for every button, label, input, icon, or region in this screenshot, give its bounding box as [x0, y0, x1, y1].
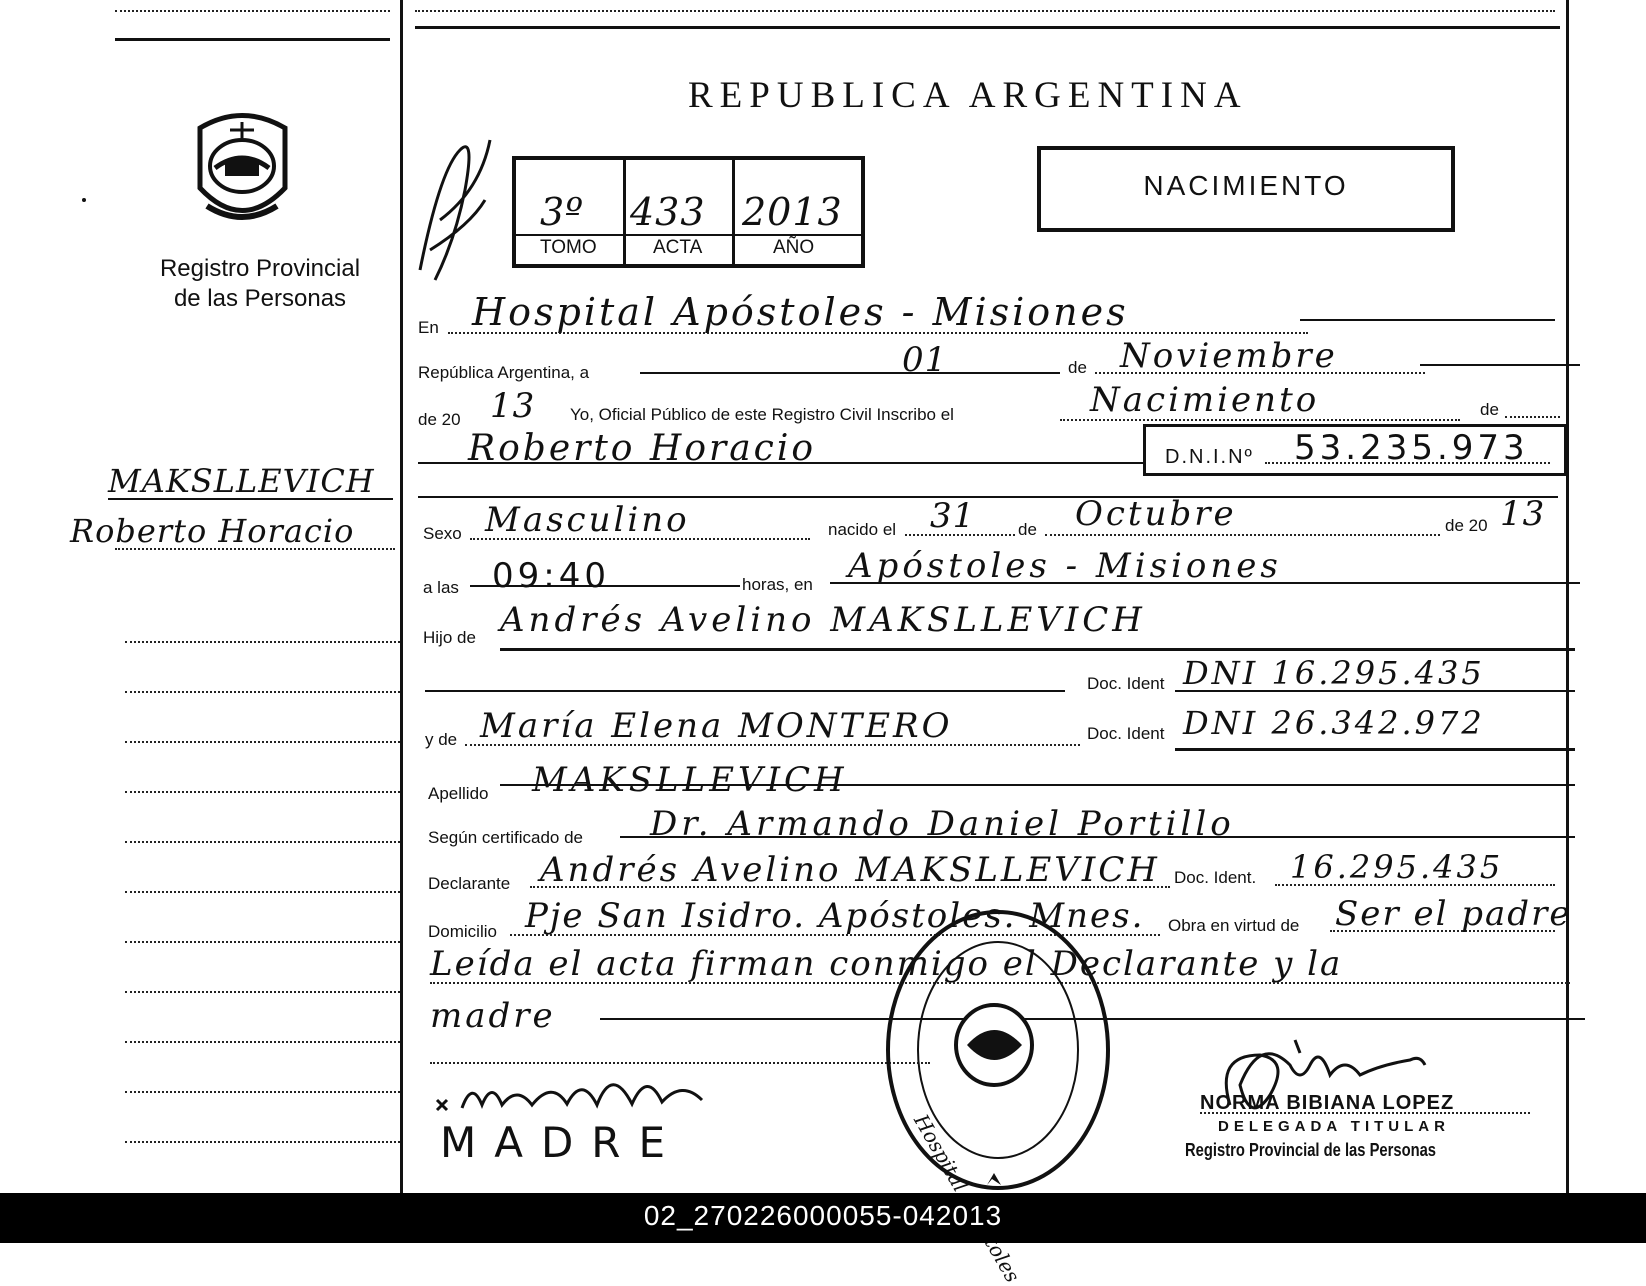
- left-dotted-lines: [125, 593, 400, 1143]
- field-declarante: Andrés Avelino MAKSLLEVICH: [540, 850, 1160, 890]
- label-alas: a las: [423, 578, 459, 597]
- margin-signature-icon: [410, 130, 500, 290]
- label-republica: República Argentina, a: [418, 363, 590, 382]
- official-stamp-icon: [882, 905, 1114, 1195]
- field-lugar-nac: Apóstoles - Misiones: [848, 546, 1282, 586]
- field-nota1: Leída el acta firman conmigo el Declarante y la: [430, 944, 1343, 984]
- declarant-signature-icon: [432, 1060, 732, 1120]
- acta-label: ACTA: [653, 237, 703, 258]
- stray-dot: [82, 198, 86, 202]
- field-madre-doc: DNI 26.342.972: [1183, 704, 1485, 742]
- field-anio-suffix: 13: [490, 386, 536, 426]
- margin-given-dots: [115, 548, 395, 550]
- field-apellido: MAKSLLEVICH: [532, 760, 848, 800]
- field-lugar: Hospital Apóstoles - Misiones: [472, 290, 1129, 334]
- field-hora: 09:40: [492, 556, 610, 596]
- label-de20b: de 20: [1445, 516, 1488, 535]
- record-type: NACIMIENTO: [1143, 170, 1349, 201]
- line-madre-doc: [1175, 748, 1575, 751]
- line-padre-doc-right: [1175, 690, 1575, 692]
- field-sexo: Masculino: [485, 500, 690, 540]
- main-top-rule: [415, 26, 1560, 29]
- stamp-text: [1055, 920, 1056, 921]
- field-padre-doc: DNI 16.295.435: [1183, 654, 1485, 692]
- field-nombre: Roberto Horacio: [468, 428, 817, 469]
- label-docident2: Doc. Ident: [1087, 724, 1165, 743]
- acta-value: 433: [630, 190, 706, 234]
- line-padre: [500, 648, 1575, 651]
- line-apellido: [500, 784, 1575, 786]
- registry-name-line2: de las Personas: [173, 285, 347, 312]
- label-sexo: Sexo: [423, 524, 462, 543]
- label-de-end: de: [1480, 400, 1499, 419]
- registry-name-line1: Registro Provincial: [159, 255, 361, 282]
- line-de-end: [1505, 416, 1560, 418]
- anio-label: AÑO: [773, 237, 815, 258]
- record-box-labelrule: [512, 234, 861, 236]
- label-oficial: Yo, Oficial Público de este Registro Civil Inscribo el: [570, 405, 954, 424]
- field-tipo: Nacimiento: [1090, 380, 1320, 420]
- label-hijo: Hijo de: [423, 628, 476, 647]
- label-domicilio: Domicilio: [428, 922, 497, 941]
- label-obra: Obra en virtud de: [1168, 916, 1300, 935]
- label-apellido: Apellido: [428, 784, 489, 803]
- official-name-dots: [1200, 1112, 1530, 1114]
- line-dia: [640, 372, 1060, 374]
- line-padre-doc: [425, 690, 1065, 692]
- left-top-rule: [115, 38, 390, 41]
- field-obra: Ser el padre: [1335, 894, 1572, 934]
- right-border: [1566, 0, 1569, 1193]
- field-nota2: madre: [430, 996, 556, 1036]
- record-box-div2: [732, 156, 735, 264]
- field-certificado: Dr. Armando Daniel Portillo: [650, 804, 1235, 844]
- field-nac-anio: 13: [1500, 494, 1546, 534]
- field-firma-madre: MADRE: [440, 1118, 684, 1167]
- label-dni: D.N.I.Nº: [1165, 446, 1254, 468]
- field-domicilio: Pje San Isidro. Apóstoles. Mnes.: [525, 896, 1145, 936]
- anio-value: 2013: [742, 190, 843, 234]
- label-nacido: nacido el: [828, 520, 897, 539]
- column-divider: [400, 0, 403, 1193]
- registry-name: [120, 254, 400, 314]
- field-nac-dia: 31: [930, 496, 976, 536]
- line-mes-solid: [1420, 364, 1580, 366]
- line-certificado: [620, 836, 1575, 838]
- record-box-div1: [623, 156, 626, 264]
- label-de: de: [1068, 358, 1087, 377]
- margin-surname: MAKSLLEVICH: [108, 462, 375, 500]
- line-nombre: [418, 462, 1143, 464]
- field-declarante-doc: 16.295.435: [1290, 848, 1504, 886]
- label-docident1: Doc. Ident: [1087, 674, 1165, 693]
- field-dia: 01: [902, 340, 948, 380]
- label-yde: y de: [425, 730, 458, 749]
- margin-surname-rule: [108, 498, 393, 500]
- left-top-dots: [115, 10, 390, 12]
- label-de2: de: [1018, 520, 1037, 539]
- line-nac-mes: [1045, 534, 1440, 536]
- label-declarante: Declarante: [428, 874, 511, 893]
- page-title: REPUBLICA ARGENTINA: [688, 75, 1248, 116]
- official-name: NORMA BIBIANA LOPEZ: [1200, 1092, 1455, 1114]
- official-office: Registro Provincial de las Personas: [1185, 1140, 1437, 1160]
- main-top-dots: [415, 10, 1555, 12]
- margin-given-names: Roberto Horacio: [70, 512, 355, 550]
- field-nac-mes: Octubre: [1075, 494, 1237, 534]
- tomo-label: TOMO: [540, 237, 597, 258]
- label-docident3: Doc. Ident.: [1174, 868, 1257, 887]
- tomo-value: 3º: [540, 190, 585, 234]
- label-en: En: [418, 318, 439, 337]
- misiones-seal-icon: [185, 108, 300, 233]
- official-role: DELEGADA TITULAR: [1218, 1118, 1450, 1135]
- label-de20: de 20: [418, 410, 461, 429]
- field-madre: María Elena MONTERO: [480, 706, 953, 746]
- line-en-solid: [1300, 319, 1555, 321]
- field-mes: Noviembre: [1120, 336, 1338, 376]
- field-dni: 53.235.973: [1294, 428, 1529, 468]
- label-horas: horas, en: [742, 575, 813, 594]
- document-code: 02_270226000055-042013: [0, 1193, 1646, 1243]
- field-padre: Andrés Avelino MAKSLLEVICH: [500, 600, 1146, 640]
- line-under-nombre: [418, 496, 1558, 498]
- label-segun: Según certificado de: [428, 828, 583, 847]
